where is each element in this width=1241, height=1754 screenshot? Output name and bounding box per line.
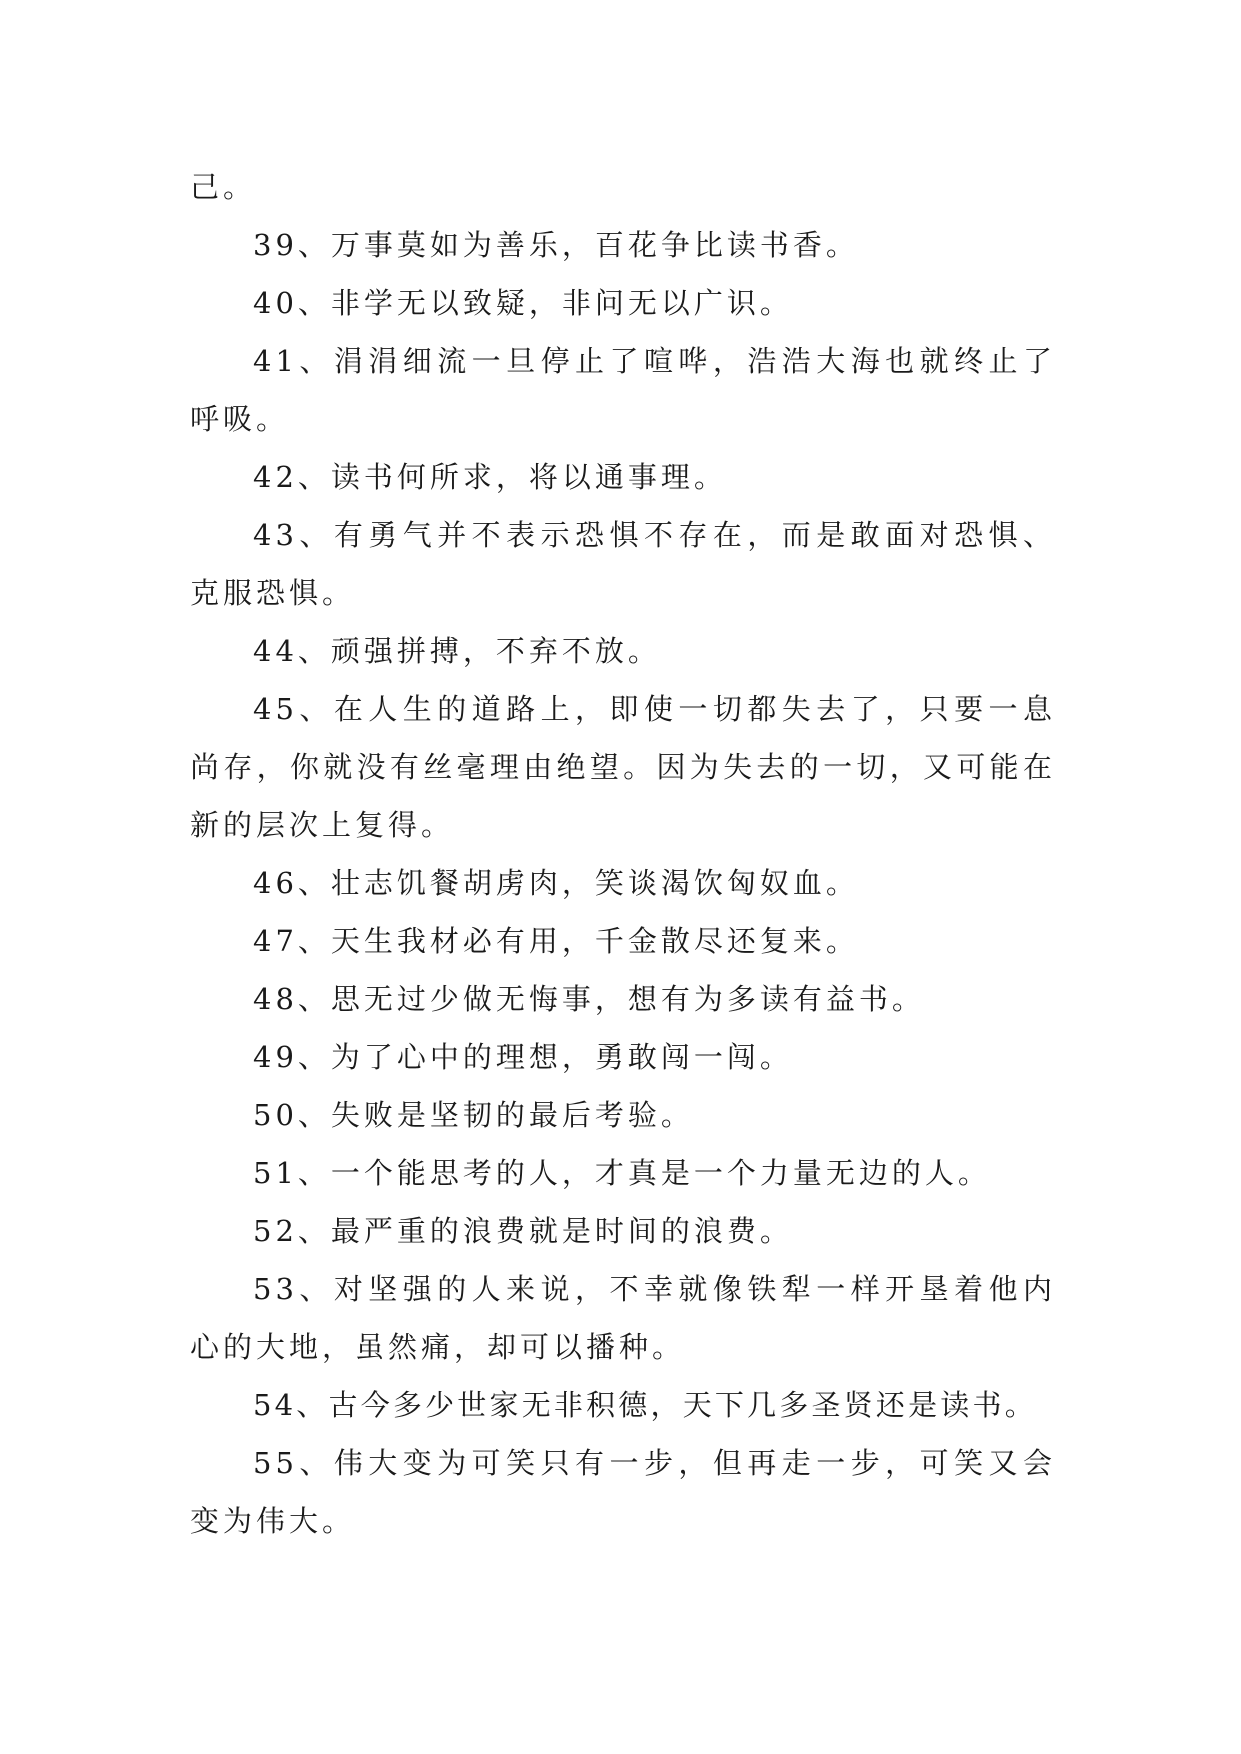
- paragraph-39: 39、万事莫如为善乐，百花争比读书香。: [253, 228, 859, 262]
- document-body: [190, 158, 1056, 1550]
- paragraph-47: 47、天生我材必有用，千金散尽还复来。: [253, 924, 859, 958]
- paragraph-continuation: 己。: [190, 170, 257, 204]
- paragraph-43: 43、有勇气并不表示恐惧不存在，而是敢面对恐惧、克服恐惧。: [190, 518, 1056, 610]
- paragraph-52: 52、最严重的浪费就是时间的浪费。: [253, 1214, 793, 1248]
- paragraph-48: 48、思无过少做无悔事，想有为多读有益书。: [253, 982, 925, 1016]
- paragraph-55: 55、伟大变为可笑只有一步，但再走一步，可笑又会变为伟大。: [190, 1446, 1056, 1538]
- paragraph-44: 44、顽强拼搏，不弃不放。: [253, 634, 661, 668]
- paragraph-53: 53、对坚强的人来说，不幸就像铁犁一样开垦着他内心的大地，虽然痛，却可以播种。: [190, 1272, 1056, 1364]
- paragraph-54: 54、古今多少世家无非积德，天下几多圣贤还是读书。: [253, 1388, 1037, 1422]
- paragraph-40: 40、非学无以致疑，非问无以广识。: [253, 286, 793, 320]
- paragraph-50: 50、失败是坚韧的最后考验。: [253, 1098, 694, 1132]
- paragraph-46: 46、壮志饥餐胡虏肉，笑谈渴饮匈奴血。: [253, 866, 859, 900]
- paragraph-42: 42、读书何所求，将以通事理。: [253, 460, 727, 494]
- paragraph-41: 41、涓涓细流一旦停止了喧哗，浩浩大海也就终止了呼吸。: [190, 344, 1056, 436]
- paragraph-49: 49、为了心中的理想，勇敢闯一闯。: [253, 1040, 793, 1074]
- paragraph-45: 45、在人生的道路上，即使一切都失去了，只要一息尚存，你就没有丝毫理由绝望。因为失去的一切，又可能在新的层次上复得。: [190, 692, 1056, 842]
- paragraph-51: 51、一个能思考的人，才真是一个力量无边的人。: [253, 1156, 991, 1190]
